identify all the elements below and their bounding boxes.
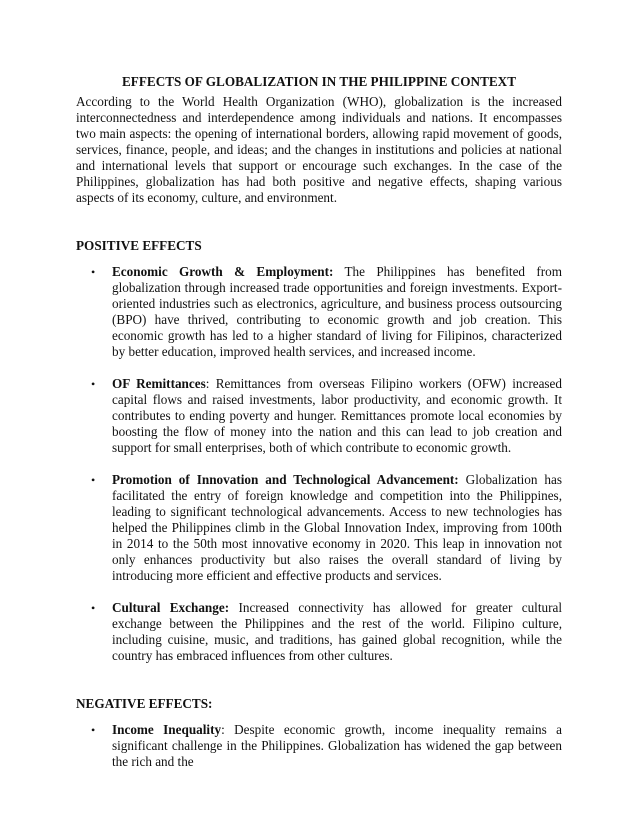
item-text: Increased connectivity has allowed for greater cultural exchange between the Philippines and the rest of the world. Filipino culture, including cuisine, music, and traditions, has gained global recognition, while the country has embraced influences from other cultures. <box>112 600 563 663</box>
bullet-icon: • <box>91 265 96 279</box>
document-title: EFFECTS OF GLOBALIZATION IN THE PHILIPPINE CONTEXT <box>122 74 516 89</box>
item-text: : Remittances from overseas Filipino workers (OFW) increased capital flows and raised investments, labor productivity, and economic growth. It contributes to ending poverty and hunger. Remittances promote local economies by boosting the flow of money into the nation and this can lead to job creation and support for small enterprises, both of which contribute to economic growth. <box>112 376 563 455</box>
item-lead: Income Inequality <box>112 722 222 737</box>
list-item <box>76 600 562 664</box>
item-lead: OF Remittances <box>112 376 206 391</box>
item-lead: Cultural Exchange: <box>112 600 230 615</box>
item-lead: Promotion of Innovation and Technological Advancement: <box>112 472 459 487</box>
document-page <box>76 74 562 786</box>
bullet-icon: • <box>91 723 96 737</box>
item-lead: Economic Growth & Employment: <box>112 264 334 279</box>
bullet-icon: • <box>91 377 96 391</box>
positive-effects-list <box>76 264 562 664</box>
item-text: : Despite economic growth, income inequality remains a significant challenge in the Philippines. Globalization has widened the gap between the rich and the <box>112 722 562 769</box>
list-item <box>76 264 562 360</box>
item-text: The Philippines has benefited from globalization through increased trade opportunities and foreign investments. Export-oriented industries such as electronics, agriculture, and business process outsourcing (BPO) have thrived, contributing to economic growth and job creation. This economic growth has led to a higher standard of living for Filipinos, characterized by better education, improved health services, and increased income. <box>112 264 562 359</box>
item-text: Globalization has facilitated the entry of foreign knowledge and competition into the Philippines, leading to significant technological advancements. Access to new technologies has helped the Philippines climb in the Global Innovation Index, improving from 100th in 2014 to the 50th most innovative economy in 2020. This leap in innovation not only enhances productivity but also raises the overall standard of living by introducing more efficient and effective products and services. <box>112 472 562 583</box>
bullet-icon: • <box>91 473 96 487</box>
bullet-icon: • <box>91 601 96 615</box>
intro-paragraph: According to the World Health Organization (WHO), globalization is the increased interconnectedness and interdependence among individuals and nations. It encompasses two main aspects: the opening of international borders, allowing rapid movement of goods, services, finance, people, and ideas; and the changes in institutions and policies at national and international levels that support or encourage such exchanges. In the case of the Philippines, globalization has had both positive and negative effects, shaping various aspects of its economy, culture, and environment. <box>76 94 562 205</box>
list-item <box>76 722 562 770</box>
negative-effects-heading: NEGATIVE EFFECTS: <box>76 696 213 711</box>
list-item <box>76 376 562 456</box>
positive-effects-heading: POSITIVE EFFECTS <box>76 238 202 253</box>
negative-effects-list <box>76 722 562 770</box>
list-item <box>76 472 562 584</box>
